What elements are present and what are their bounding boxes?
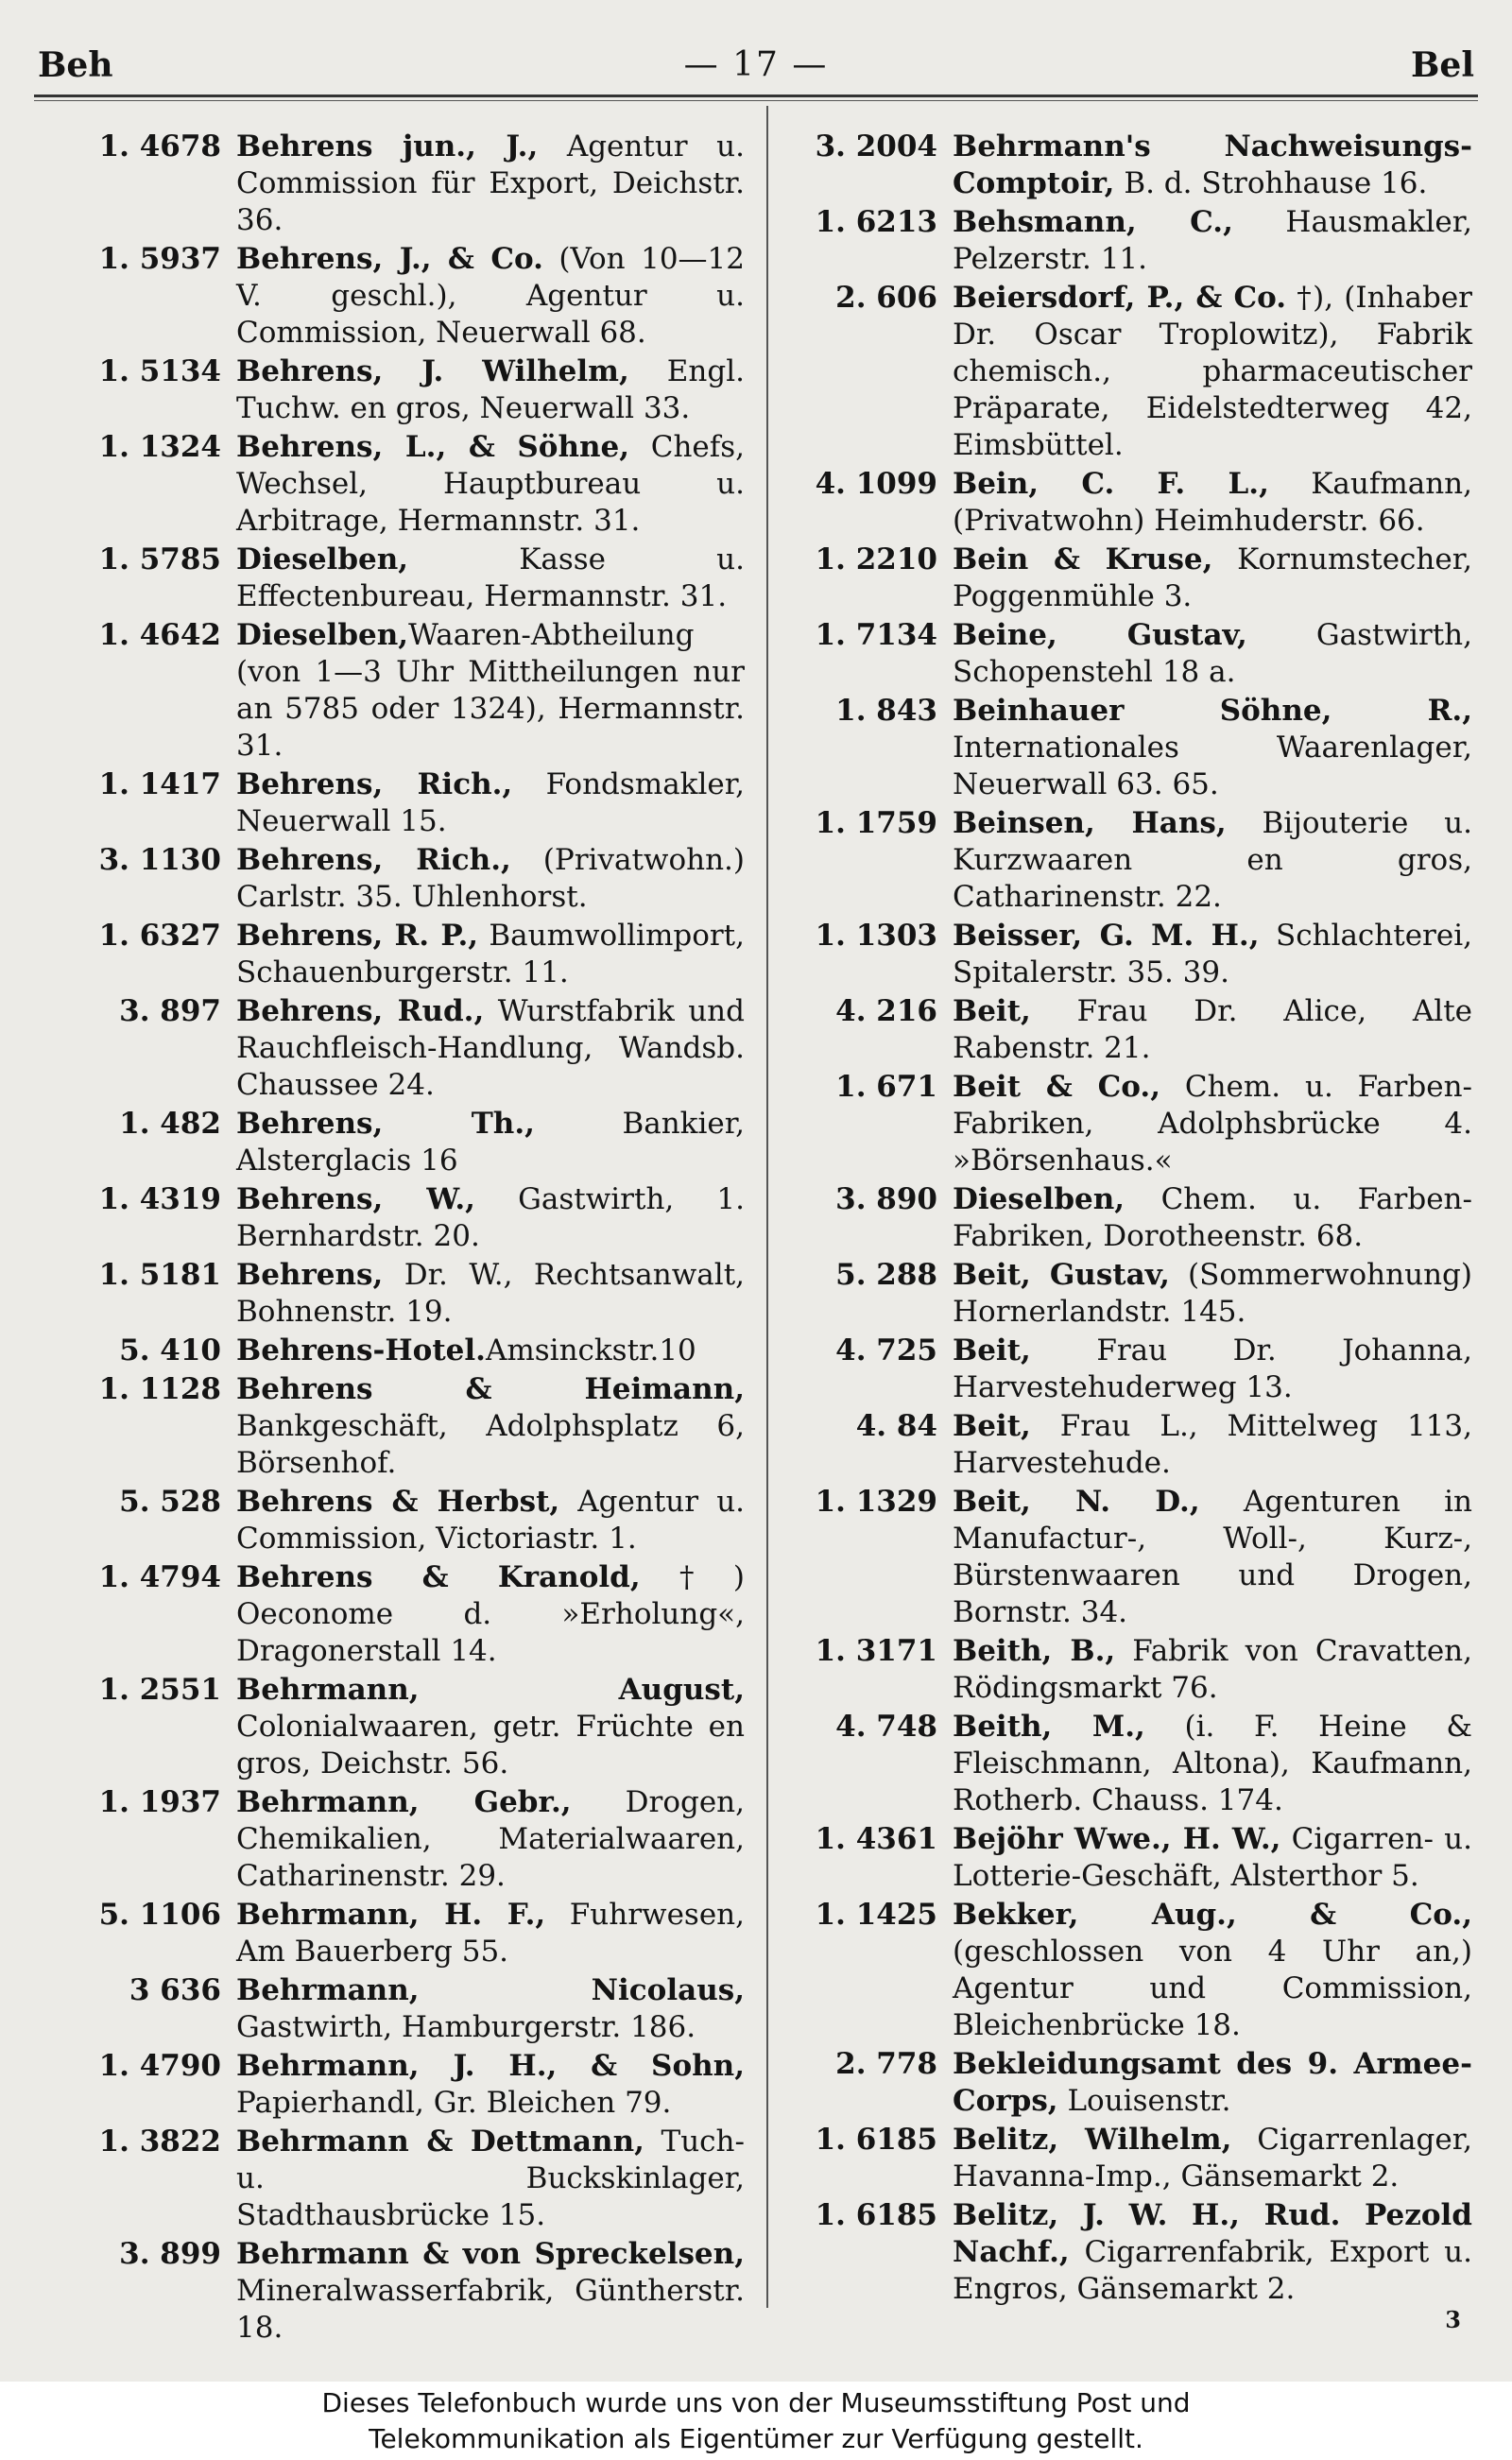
directory-entry — [66, 993, 745, 1104]
phone-number: 1. 6327 — [98, 919, 221, 953]
entry-details: (Von 10—12 V. geschl.), Agentur u. Commission, Neuerwall 68. — [236, 242, 745, 350]
entry-text — [236, 766, 745, 840]
entry-details: B. d. Strohhause 16. — [1114, 166, 1428, 200]
phone-number: 4. 1099 — [815, 467, 937, 501]
entry-details: (Privatwohn.) Carlstr. 35. Uhlenhorst. — [236, 843, 745, 914]
phone-number: 1. 671 — [835, 1070, 937, 1104]
phone-number: 1. 6185 — [815, 2198, 937, 2232]
entry-details: (Sommerwohnung) Hornerlandstr. 145. — [953, 1258, 1472, 1329]
entry-text — [953, 542, 1472, 615]
header-left-keyword: Beh — [38, 45, 113, 85]
directory-entry — [792, 2122, 1472, 2195]
entry-name: Bekleidungsamt des 9. Armee-Corps, — [953, 2047, 1472, 2118]
directory-entry — [66, 1784, 745, 1895]
entry-name: Beit, — [953, 994, 1031, 1028]
directory-entry — [792, 1181, 1472, 1255]
entry-name: Behrens jun., J., — [236, 129, 539, 163]
entry-name: Behrens, J., & Co. — [236, 242, 543, 276]
entry-text — [236, 1784, 745, 1895]
directory-entry — [792, 693, 1472, 803]
entry-details: Chefs, Wechsel, Hauptbureau u. Arbitrage, Hermannstr. 31. — [236, 430, 745, 538]
entry-name: Beit, — [953, 1333, 1031, 1368]
entry-details: Colonialwaaren, getr. Früchte en gros, Deichstr. 56. — [236, 1710, 745, 1780]
directory-entry — [66, 1181, 745, 1255]
entry-name: Behrens & Kranold, — [236, 1560, 641, 1594]
entry-text — [236, 2048, 745, 2122]
entry-text — [953, 1257, 1472, 1331]
entry-details: Engl. Tuchw. en gros, Neuerwall 33. — [236, 354, 745, 425]
directory-entry — [66, 1672, 745, 1782]
entry-details: Gastwirth, 1. Bernhardstr. 20. — [236, 1182, 745, 1253]
directory-entry — [792, 1257, 1472, 1331]
directory-entry — [66, 1972, 745, 2046]
directory-entry — [792, 993, 1472, 1067]
entry-details: Frau Dr. Alice, Alte Rabenstr. 21. — [953, 994, 1472, 1065]
entry-name: Behrens & Heimann, — [236, 1372, 745, 1406]
entry-details: Drogen, Chemikalien, Materialwaaren, Catharinenstr. 29. — [236, 1785, 745, 1893]
phone-number: 1. 2210 — [815, 542, 937, 576]
directory-entry — [66, 1257, 745, 1331]
entry-text — [953, 1408, 1472, 1482]
entry-details: Frau L., Mittelweg 113, Harvestehude. — [953, 1409, 1472, 1480]
entry-text — [953, 805, 1472, 916]
entry-text — [236, 429, 745, 540]
entry-text — [236, 1559, 745, 1670]
entry-details: Kornumstecher, Poggenmühle 3. — [953, 542, 1472, 613]
entry-name: Bein, C. F. L., — [953, 467, 1269, 501]
entry-details: Fuhrwesen, Am Bauerberg 55. — [236, 1898, 745, 1969]
entry-name: Belitz, Wilhelm, — [953, 2123, 1232, 2157]
entry-name: Beine, Gustav, — [953, 618, 1247, 652]
entry-name: Dieselben, — [236, 618, 409, 652]
entry-details: Bijouterie u. Kurzwaaren en gros, Catharinenstr. 22. — [953, 806, 1472, 914]
phone-number: 1. 1128 — [98, 1372, 221, 1406]
phone-number: 2. 778 — [835, 2047, 937, 2081]
entry-name: Behrens, J. Wilhelm, — [236, 354, 629, 388]
entry-details: Mineralwasserfabrik, Güntherstr. 18. — [236, 2274, 745, 2345]
directory-entry — [792, 280, 1472, 464]
footer-notice — [0, 2382, 1512, 2460]
directory-entry — [66, 353, 745, 427]
entry-details: Internationales Waarenlager, Neuerwall 63. 65. — [953, 731, 1472, 801]
entry-name: Beinsen, Hans, — [953, 806, 1227, 840]
entry-name: Beiersdorf, P., & Co. — [953, 281, 1287, 315]
entry-text — [236, 918, 745, 991]
entry-text — [953, 2122, 1472, 2195]
entry-text — [236, 353, 745, 427]
header-page-number: — 17 — — [683, 45, 829, 84]
column-divider — [766, 106, 768, 2308]
entry-details: Fondsmakler, Neuerwall 15. — [236, 767, 745, 838]
entry-name: Behrens, W., — [236, 1182, 475, 1216]
entry-name: Behrmann, August, — [236, 1673, 745, 1707]
entry-text — [953, 1821, 1472, 1895]
entry-details: Bankgeschäft, Adolphsplatz 6, Börsenhof. — [236, 1409, 745, 1480]
directory-entry — [792, 1633, 1472, 1707]
footer-line-2: Telekommunikation als Eigentümer zur Verfügung gestellt. — [369, 2423, 1143, 2454]
entry-name: Dieselben, — [953, 1182, 1125, 1216]
phone-number: 1. 2551 — [98, 1673, 221, 1707]
entry-name: Behrens, Rich., — [236, 767, 513, 801]
entry-details: Chem. u. Farben-Fabriken, Dorotheenstr. 68. — [953, 1182, 1472, 1253]
entry-name: Behrmann, Nicolaus, — [236, 1973, 745, 2007]
phone-number: 1. 4794 — [98, 1560, 221, 1594]
entry-name: Behsmann, C., — [953, 205, 1233, 239]
entry-name: Behrmann, J. H., & Sohn, — [236, 2049, 745, 2083]
entry-details: Papierhandl, Gr. Bleichen 79. — [236, 2086, 672, 2120]
entry-name: Behrmann's Nachweisungs-Comptoir, — [953, 129, 1472, 200]
entry-details: Gastwirth, Schopenstehl 18 a. — [953, 618, 1472, 689]
entry-text — [953, 1181, 1472, 1255]
header-rule — [34, 95, 1478, 97]
entry-details: †), (Inhaber Dr. Oscar Troplowitz), Fabrik chemisch., pharmaceutischer Präparate, Eidelstedterweg 42, Eimsbüttel. — [953, 281, 1472, 462]
phone-number: 1. 4642 — [98, 618, 221, 652]
entry-text — [953, 617, 1472, 691]
phone-number: 5. 288 — [835, 1258, 937, 1292]
phone-number: 1. 5937 — [98, 242, 221, 276]
directory-entry — [66, 1484, 745, 1557]
entry-name: Beisser, G. M. H., — [953, 919, 1260, 953]
entry-text — [236, 1106, 745, 1179]
entry-name: Beit & Co., — [953, 1070, 1160, 1104]
directory-entry — [792, 1408, 1472, 1482]
phone-number: 1. 6185 — [815, 2123, 937, 2157]
entry-details: †) Oeconome d. »Erholung«, Dragonerstall 14. — [236, 1560, 745, 1668]
entry-text — [236, 129, 745, 239]
directory-entry — [66, 2236, 745, 2347]
entry-text — [953, 1069, 1472, 1179]
left-column — [66, 129, 745, 2348]
entry-name: Behrens-Hotel. — [236, 1333, 486, 1368]
phone-number: 5. 410 — [119, 1333, 221, 1368]
entry-name: Beit, N. D., — [953, 1485, 1200, 1519]
entry-text — [953, 204, 1472, 278]
directory-entry — [792, 2197, 1472, 2308]
phone-number: 5. 1106 — [98, 1898, 221, 1932]
entry-details: Chem. u. Farben-Fabriken, Adolphsbrücke 4. »Börsenhaus.« — [953, 1070, 1473, 1178]
entry-text — [953, 1484, 1472, 1631]
phone-number: 1. 4790 — [98, 2049, 221, 2083]
entry-name: Bein & Kruse, — [953, 542, 1213, 576]
entry-details: Dr. W., Rechtsanwalt, Bohnenstr. 19. — [236, 1258, 745, 1329]
phone-number: 3. 2004 — [815, 129, 937, 163]
phone-number: 3 636 — [129, 1973, 221, 2007]
phone-number: 1. 7134 — [815, 618, 937, 652]
entry-name: Behrens, L., & Söhne, — [236, 430, 630, 464]
right-column — [792, 129, 1472, 2310]
footer-line-1: Dieses Telefonbuch wurde uns von der Museumsstiftung Post und — [321, 2387, 1191, 2418]
phone-number: 3. 890 — [835, 1182, 937, 1216]
entry-text — [236, 842, 745, 916]
phone-number: 2. 606 — [835, 281, 937, 315]
phone-number: 5. 528 — [119, 1485, 221, 1519]
entry-name: Bejöhr Wwe., H. W., — [953, 1822, 1281, 1856]
directory-entry — [792, 2046, 1472, 2120]
phone-number: 1. 1759 — [815, 806, 937, 840]
entry-text — [953, 1633, 1472, 1707]
phone-number: 1. 5181 — [98, 1258, 221, 1292]
entry-text — [236, 1672, 745, 1782]
entry-name: Behrens, Rich., — [236, 843, 511, 877]
entry-name: Beith, M., — [953, 1710, 1145, 1744]
entry-text — [236, 1333, 745, 1369]
directory-entry — [66, 429, 745, 540]
entry-text — [953, 1897, 1472, 2044]
entry-name: Behrens, R. P., — [236, 919, 479, 953]
entry-name: Belitz, J. W. H., Rud. Pezold Nachf., — [953, 2198, 1472, 2269]
directory-entry — [792, 129, 1472, 202]
header-rule-thin — [34, 100, 1478, 101]
phone-number: 1. 4319 — [98, 1182, 221, 1216]
entry-details: Schlachterei, Spitalerstr. 35. 39. — [953, 919, 1472, 989]
phone-number: 1. 1329 — [815, 1485, 937, 1519]
entry-name: Beinhauer Söhne, R., — [953, 694, 1472, 728]
entry-name: Behrmann & von Spreckelsen, — [236, 2237, 745, 2271]
directory-entry — [792, 1333, 1472, 1406]
phone-number: 4. 84 — [855, 1409, 937, 1443]
phone-number: 1. 4361 — [815, 1822, 937, 1856]
entry-details: Gastwirth, Hamburgerstr. 186. — [236, 2010, 696, 2044]
entry-details: Kasse u. Effectenbureau, Hermannstr. 31. — [236, 542, 745, 613]
phone-number: 1. 3822 — [98, 2125, 221, 2159]
entry-name: Dieselben, — [236, 542, 409, 576]
entry-name: Beit, — [953, 1409, 1031, 1443]
entry-details: (i. F. Heine & Fleischmann, Altona), Kaufmann, Rotherb. Chauss. 174. — [953, 1710, 1473, 1817]
entry-name: Behrmann, H. F., — [236, 1898, 546, 1932]
entry-text — [953, 918, 1472, 991]
entry-text — [236, 993, 745, 1104]
entry-details: Louisenstr. — [1057, 2084, 1231, 2118]
phone-number: 1. 843 — [835, 694, 937, 728]
phone-number: 1. 5785 — [98, 542, 221, 576]
directory-entry — [66, 2124, 745, 2234]
phone-number: 1. 4678 — [98, 129, 221, 163]
directory-entry — [66, 542, 745, 615]
entry-name: Bekker, Aug., & Co., — [953, 1898, 1472, 1932]
header-right-keyword: Bel — [1410, 45, 1474, 85]
directory-entry — [792, 1069, 1472, 1179]
directory-entry — [66, 1559, 745, 1670]
directory-entry — [66, 842, 745, 916]
entry-text — [953, 993, 1472, 1067]
directory-entry — [66, 918, 745, 991]
phone-number: 3. 897 — [119, 994, 221, 1028]
entry-text — [953, 1333, 1472, 1406]
entry-text — [236, 1181, 745, 1255]
entry-details: Agentur u. Commission, Victoriastr. 1. — [236, 1485, 746, 1556]
entry-details: Kaufmann, (Privatwohn) Heimhuderstr. 66. — [953, 467, 1472, 538]
phone-number: 1. 1425 — [815, 1898, 937, 1932]
entry-text — [236, 1484, 745, 1557]
directory-entry — [792, 204, 1472, 278]
entry-text — [953, 2046, 1472, 2120]
entry-name: Beith, B., — [953, 1634, 1116, 1668]
entry-text — [953, 1709, 1472, 1819]
directory-entry — [792, 1484, 1472, 1631]
entry-details: (geschlossen von 4 Uhr an,) Agentur und Commission, Bleichenbrücke 18. — [953, 1935, 1472, 2042]
entry-details: Waaren-Abtheilung (von 1—3 Uhr Mittheilungen nur an 5785 oder 1324), Hermannstr. 31. — [236, 618, 745, 763]
phone-number: 3. 899 — [119, 2237, 221, 2271]
entry-details: Cigarrenlager, Havanna-Imp., Gänsemarkt 2. — [953, 2123, 1472, 2193]
entry-text — [236, 617, 745, 765]
phone-number: 1. 6213 — [815, 205, 937, 239]
directory-entry — [66, 1897, 745, 1970]
directory-entry — [66, 1333, 745, 1369]
phone-number: 4. 748 — [835, 1710, 937, 1744]
entry-text — [236, 241, 745, 352]
directory-entry — [792, 1897, 1472, 2044]
entry-details: Fabrik von Cravatten, Rödingsmarkt 76. — [953, 1634, 1472, 1705]
entry-text — [953, 2197, 1472, 2308]
directory-entry — [66, 2048, 745, 2122]
entry-name: Behrmann, Gebr., — [236, 1785, 572, 1819]
entry-text — [953, 129, 1472, 202]
entry-text — [953, 693, 1472, 803]
phone-number: 4. 725 — [835, 1333, 937, 1368]
phone-number: 1. 482 — [119, 1107, 221, 1141]
page-header — [34, 45, 1478, 91]
entry-name: Behrens, — [236, 1258, 384, 1292]
entry-name: Behrens, Rud., — [236, 994, 485, 1028]
directory-entry — [66, 129, 745, 239]
entry-name: Beit, Gustav, — [953, 1258, 1170, 1292]
entry-details: Tuch- u. Buckskinlager, Stadthausbrücke 15. — [236, 2125, 745, 2232]
directory-entry — [66, 617, 745, 765]
phone-number: 1. 1937 — [98, 1785, 221, 1819]
entry-name: Behrmann & Dettmann, — [236, 2125, 644, 2159]
directory-entry — [792, 1709, 1472, 1819]
directory-entry — [792, 1821, 1472, 1895]
directory-entry — [66, 1371, 745, 1482]
entry-details: Agentur u. Commission für Export, Deichstr. 36. — [236, 129, 745, 237]
directory-entry — [792, 805, 1472, 916]
phone-number: 3. 1130 — [98, 843, 221, 877]
entry-name: Behrens & Herbst, — [236, 1485, 560, 1519]
entry-text — [236, 2236, 745, 2347]
phone-number: 1. 1303 — [815, 919, 937, 953]
directory-entry — [792, 617, 1472, 691]
phone-number: 1. 1417 — [98, 767, 221, 801]
entry-text — [236, 1972, 745, 2046]
directory-entry — [792, 918, 1472, 991]
directory-entry — [66, 241, 745, 352]
sheet-number: 3 — [1445, 2306, 1461, 2333]
entry-text — [236, 1897, 745, 1970]
entry-details: Cigarren- u. Lotterie-Geschäft, Alsterthor 5. — [953, 1822, 1472, 1893]
entry-details: Bankier, Alsterglacis 16 — [236, 1107, 745, 1178]
entry-text — [236, 1371, 745, 1482]
entry-text — [953, 466, 1472, 540]
entry-details: Frau Dr. Johanna, Harvestehuderweg 13. — [953, 1333, 1472, 1404]
entry-text — [953, 280, 1472, 464]
entry-text — [236, 2124, 745, 2234]
entry-text — [236, 542, 745, 615]
entry-details: Cigarrenfabrik, Export u. Engros, Gänsemarkt 2. — [953, 2235, 1472, 2306]
entry-text — [236, 1257, 745, 1331]
entry-details: Wurstfabrik und Rauchfleisch-Handlung, Wandsb. Chaussee 24. — [236, 994, 745, 1102]
phone-number: 1. 1324 — [98, 430, 221, 464]
entry-details: Amsinckstr.10 — [485, 1333, 696, 1368]
entry-details: Hausmakler, Pelzerstr. 11. — [953, 205, 1472, 276]
entry-details: Agenturen in Manufactur-, Woll-, Kurz-, Bürstenwaaren und Drogen, Bornstr. 34. — [953, 1485, 1472, 1629]
directory-entry — [792, 542, 1472, 615]
entry-name: Behrens, Th., — [236, 1107, 535, 1141]
phone-number: 4. 216 — [835, 994, 937, 1028]
entry-details: Baumwollimport, Schauenburgerstr. 11. — [236, 919, 745, 989]
phone-number: 1. 3171 — [815, 1634, 937, 1668]
phone-number: 1. 5134 — [98, 354, 221, 388]
directory-entry — [66, 766, 745, 840]
directory-entry — [66, 1106, 745, 1179]
directory-entry — [792, 466, 1472, 540]
